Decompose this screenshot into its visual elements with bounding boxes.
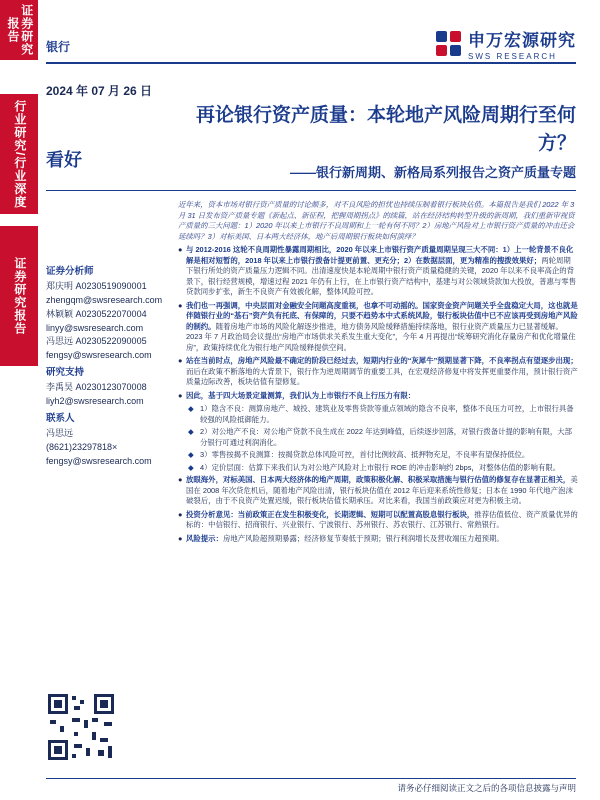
report-summary [178, 200, 578, 547]
qr-code-icon [46, 692, 116, 762]
summary-point [178, 245, 578, 298]
bullet-icon: ● [178, 475, 183, 485]
sidebar-tag-industry [0, 94, 38, 214]
point-lead: 放眼海外，对标美国、日本两大经济体的地产周期，政策积极化解、积极采取措施与银行估值的修复存在显著正相关， [186, 475, 571, 485]
point-text: 随着房地产市场的风险化解逐步推进，地方债务风险缓释措施持续落地，银行业资产质量压力已显著缓解。2023 年 7 月政治局会议提出“房地产市场供求关系发生重大变化”，今年 4 月再提出“统筹研究消化存量房产和优化增量住房”，政策持续优化为银行地产风险缓释提供空间。 [186, 321, 576, 352]
bullet-icon: ● [178, 356, 183, 366]
analyst-heading: 证券分析师 [46, 266, 94, 277]
scenario-item [178, 404, 578, 425]
analyst-email-link[interactable]: fengsy@swsresearch.com [46, 350, 152, 361]
bullet-icon: ● [178, 533, 183, 543]
summary-point [178, 356, 578, 388]
report-title: 再论银行资产质量：本轮地产风险周期行至何方？ [196, 105, 577, 154]
intro-paragraph: 近年来，资本市场对银行资产质量的讨论颇多，对不良风险的担忧也持续压制着银行板块估值。本篇报告是我们 2022 年 3 月 31 日发布资产质量专题《新起点、新征程，把握周期拐点》的续篇，站在经济结构转型升级的新周期，我们重新审视资产质量的三大问题：1）2020 年以来上市银行不良周期和上一轮有何不同？2）房地产风险对上市银行资产质量的冲击还会延续吗？3）对标美国、日本两大经济体，地产后周期银行板块如何演绎？ [178, 200, 575, 241]
scenario-bullet-icon: ◆ [188, 404, 194, 414]
bullet-icon: ● [178, 390, 183, 400]
header-rule [46, 62, 576, 64]
support-line: 李禹昊 A0230123070008 [46, 382, 147, 393]
point-lead: 风险提示： [186, 533, 223, 543]
disclaimer-footer: 请务必仔细阅读正文之后的各项信息披露与声明 [397, 783, 576, 793]
point-lead: 我们也一再强调，中央层面对金融安全问题高度重视，也拿不可动摇的。国家资金资产问题关乎全盘稳定大局，这也就是伴随银行业的“基石”资产负有托底、有保障的，只要不趋势本中式系统风险，银行板块估值中已不应该再受到房地产风险的制约。 [186, 300, 578, 331]
summary-point [178, 391, 578, 402]
analyst-line: 郑庆明 A0230519090001 [46, 280, 147, 291]
analyst-line: 冯思远 A0230522090005 [46, 336, 147, 347]
report-category: 银行 [46, 40, 71, 54]
contact-name: 冯思远 [46, 427, 74, 438]
analyst-email-link[interactable]: zhengqm@swsresearch.com [46, 294, 163, 305]
summary-point [178, 534, 578, 545]
point-lead: 与 2012-2016 这轮不良周期性暴露周期相比，2020 年以来上市银行资产质量周期呈现三大不同：1）上一轮背景不良化解是相对短暂的，2018 年以来上市银行拨备计提更前置、更充分；2）在数据层面，更为精准的搜拨效果好； [186, 245, 574, 265]
scenario-text: 2）对公地产不良：对公地产贷款不良生成在 2022 年达到峰值，后续逐步回落，对银行拨备计提的影响有限，大部分银行可通过利润消化。 [200, 427, 573, 447]
rating-label: 看好 [46, 150, 82, 170]
scenario-text: 1）隐含不良：测算房地产、城投、建筑业及零售贷款等重点领域的隐含不良率，整体不良压力可控，上市银行具备较强的风险抵御能力。 [200, 404, 574, 424]
point-text: 房地产风险超预期暴露；经济修复节奏低于预期；银行利润增长及营收端压力超预期。 [222, 533, 504, 543]
summary-point [178, 475, 578, 507]
support-heading: 研究支持 [46, 367, 85, 379]
scenario-bullet-icon: ◆ [188, 462, 194, 472]
scenario-bullet-icon: ◆ [188, 450, 194, 460]
bullet-icon: ● [178, 245, 183, 255]
scenario-bullet-icon: ◆ [188, 427, 194, 437]
scenario-text: 3）零售按揭不良测算：按揭贷款总体风险可控，首付比例较高、抵押物充足，不良率有望保持低位。 [200, 450, 530, 460]
summary-point [178, 510, 578, 531]
scenario-item [178, 463, 578, 474]
point-text: 而后在政策不断落地的大背景下，银行作为逆周期调节的重要工具，在宏观经济修复中将发挥更重要作用，预计银行资产质量边际改善，板块估值有望修复。 [186, 366, 578, 387]
analyst-line: 林颖颖 A0230522070004 [46, 308, 147, 319]
contact-phone: (8621)23297818× [46, 441, 118, 452]
point-lead: 站在当前时点，房地产风险最不确定的阶段已经过去，短期内行业的“灰犀牛”预期显著下降，不良率拐点有望逐步出现； [186, 356, 578, 366]
point-lead: 因此，基于四大场景定量测算，我们认为上市银行不良上行压力有限： [186, 390, 416, 400]
logo-text-en: SWS RESEARCH [468, 52, 557, 61]
scenario-text: 4）定价层面：估算下来我们认为对公地产风险对上市银行 ROE 的冲击影响约 2bps，对整体估值的影响有限。 [200, 462, 561, 472]
point-text: 美国在 2008 年次贷危机后，随着地产风险出清，银行板块估值在 2012 年后迎来系统性修复；日本在 1990 年代地产泡沫破裂后，由于不良资产处置迟缓，银行板块估值长期承压。对比来看，我国当前政策应对更为积极主动。 [186, 475, 578, 506]
sidebar-tag-securities-text: 证券研究报告 [12, 257, 27, 335]
scenario-item [178, 450, 578, 461]
logo-text-cn: 申万宏源研究 [468, 31, 576, 50]
point-text: 两轮周期下银行所处的资产质量压力逻辑不同。出清速度快是本轮周期中银行资产质量稳健的关键，2020 年以来不良率高企的背景下，银行经营规模，增速过程 2021 年仍有上行，在上市银行资产结构中，基建与对公领域贷款加大投放，普惠与零售贷款同步扩张，新生不良资产有效被化解，整体风险可控。 [186, 255, 577, 297]
analyst-panel [46, 262, 170, 468]
company-logo [436, 26, 576, 61]
contact-heading: 联系人 [46, 412, 75, 424]
point-lead: 投资分析意见：当前政策正在发生积极变化，长期逻辑、短期可以配置高股息银行板块， [186, 509, 475, 519]
sidebar-tag-industry-text: 行业研究/行业深度 [12, 99, 27, 209]
title-rule [46, 190, 576, 191]
sidebar-tag-research [0, 0, 38, 60]
logo-mark-icon [436, 31, 462, 57]
sidebar-tag-research-text: 证券研究报告 [6, 4, 34, 56]
contact-email-link[interactable]: fengsy@swsresearch.com [46, 455, 152, 466]
support-email-link[interactable]: liyh2@swsresearch.com [46, 396, 144, 406]
bullet-icon: ● [178, 300, 183, 310]
bullet-icon: ● [178, 509, 183, 519]
left-sidebar [0, 0, 38, 800]
summary-point [178, 301, 578, 354]
report-date: 2024 年 07 月 26 日 [46, 84, 153, 98]
report-subtitle: ——银行新周期、新格局系列报告之资产质量专题 [289, 165, 576, 180]
sidebar-tag-securities [0, 226, 38, 366]
footer-rule [46, 778, 576, 779]
point-text: 推荐估值低位、资产质量优异的标的：中信银行、招商银行、兴业银行、宁波银行、苏州银行、苏农银行、江苏银行、常熟银行。 [186, 509, 578, 530]
scenario-item [178, 427, 578, 448]
analyst-email-link[interactable]: linyy@swsresearch.com [46, 322, 144, 333]
